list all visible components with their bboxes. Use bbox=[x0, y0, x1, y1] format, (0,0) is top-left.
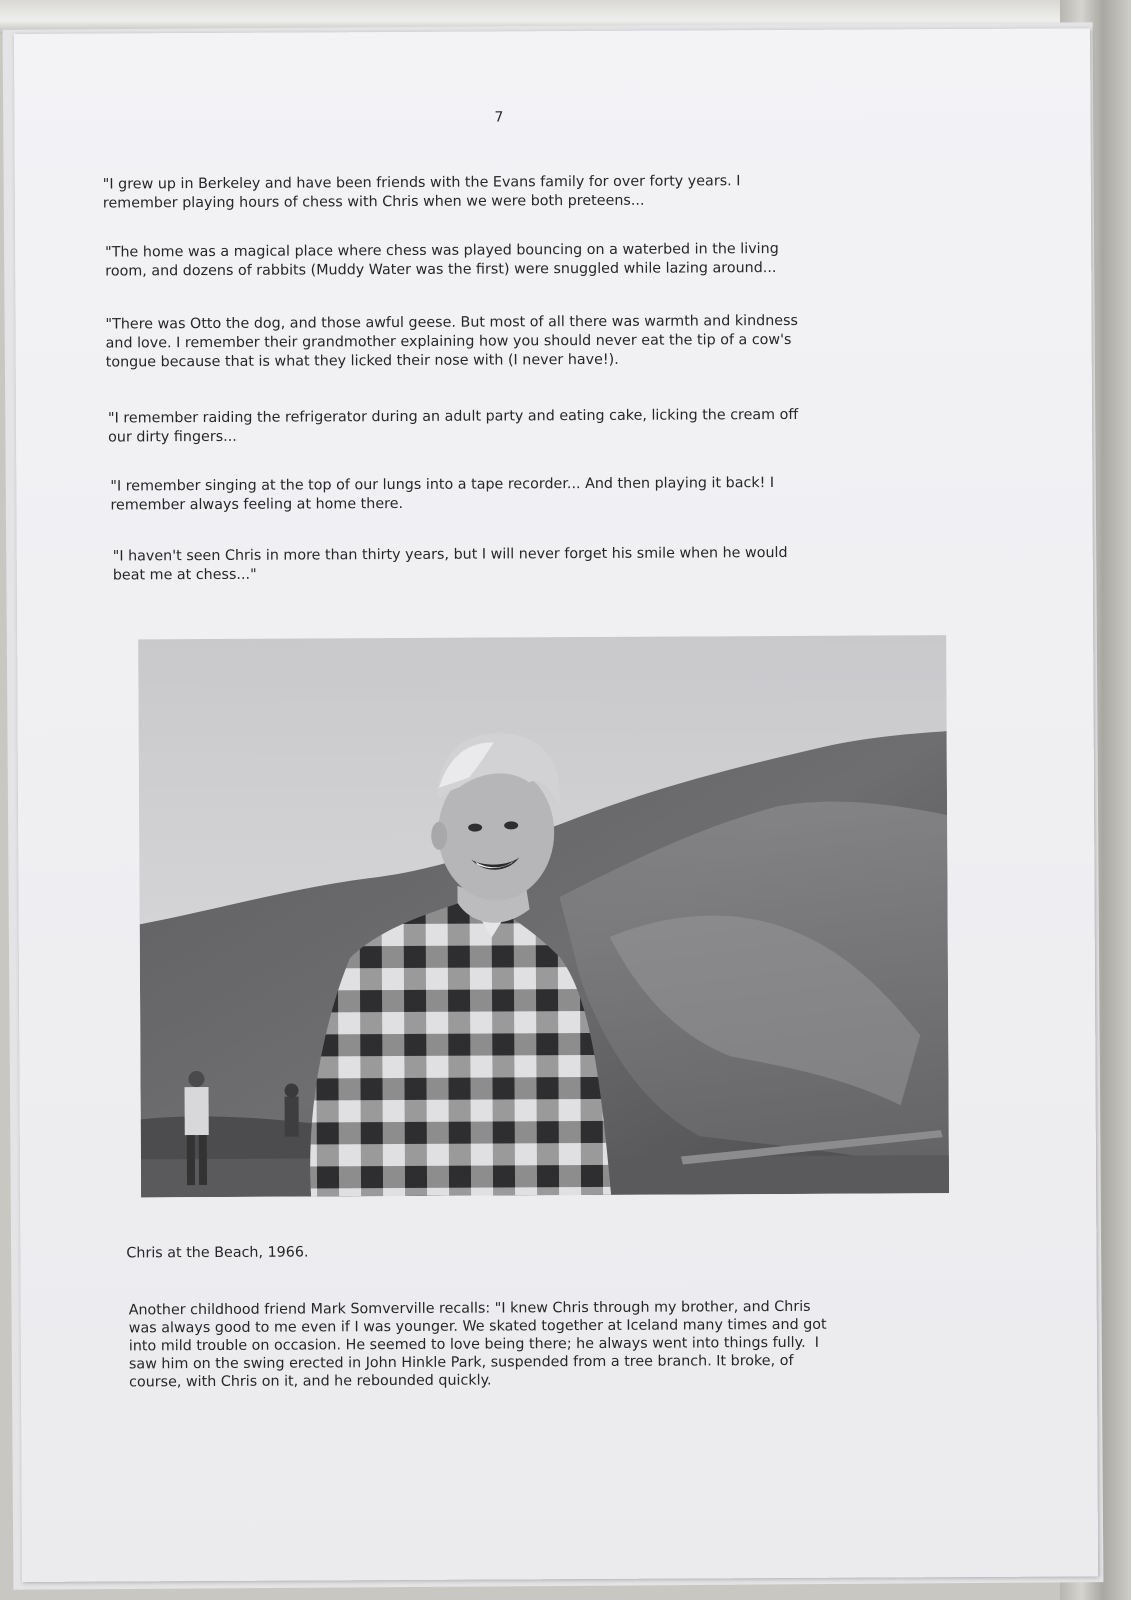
beach-photo bbox=[138, 635, 949, 1197]
paragraph-2: "The home was a magical place where chess was played bouncing on a waterbed in the living room, and dozens of rabbits (Muddy Water was the first) were snuggled while lazing around... bbox=[105, 240, 779, 280]
document-page bbox=[14, 28, 1098, 1582]
paragraph-4: "I remember raiding the refrigerator during an adult party and eating cake, licking the cream off our dirty fingers... bbox=[107, 406, 799, 446]
paragraph-3: "There was Otto the dog, and those awful geese. But most of all there was warmth and kindness and love. I remember their grandmother explaining how you should never eat the tip of a cow's tongue because that is what they licked their nose with (I never have!). bbox=[105, 312, 799, 371]
closing-paragraph: Another childhood friend Mark Somverville recalls: "I knew Chris through my brother, and Chris was always good to me even if I was younger. We skated together at Iceland many times and got into mild trouble on occasion. He seemed to love being there; he always went into things fully. I saw him on the swing erected in John Hinkle Park, suspended from a tree branch. It broke, of course, with Chris on it, and he rebounded quickly. bbox=[128, 1298, 827, 1391]
paragraph-1: "I grew up in Berkeley and have been friends with the Evans family for over forty years. I remember playing hours of chess with Chris when we were both preteens... bbox=[102, 173, 741, 212]
paragraph-5: "I remember singing at the top of our lungs into a tape recorder... And then playing it back! I remember always feeling at home there. bbox=[110, 475, 775, 514]
paragraph-6: "I haven't seen Chris in more than thirty years, but I will never forget his smile when he would beat me at chess..." bbox=[112, 544, 788, 584]
photo-caption: Chris at the Beach, 1966. bbox=[126, 1244, 309, 1262]
page-number: 7 bbox=[494, 109, 504, 126]
